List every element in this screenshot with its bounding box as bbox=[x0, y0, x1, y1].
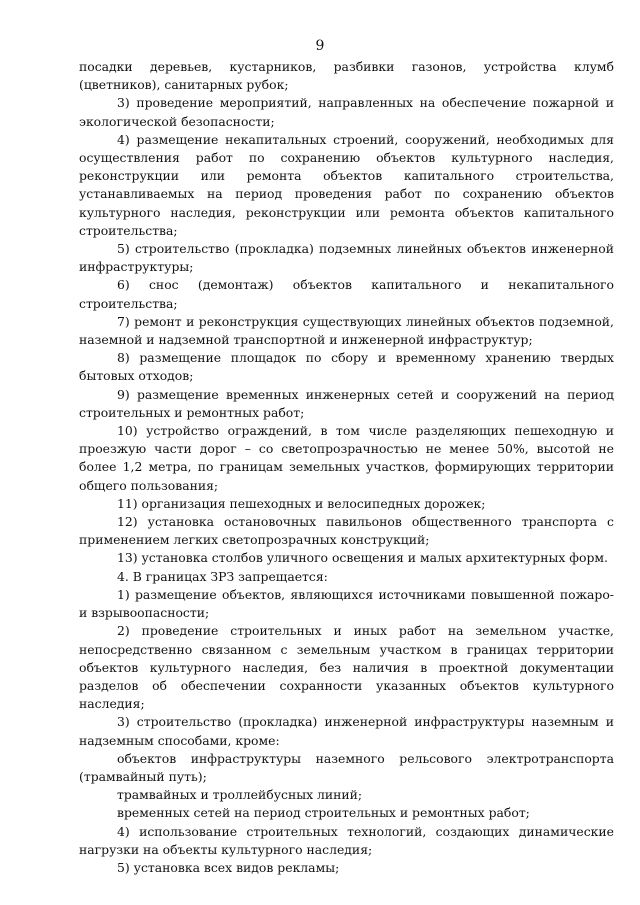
paragraph: 9) размещение временных инженерных сетей и сооружений на период строительных и ремонтных работ; bbox=[79, 386, 614, 420]
paragraph: 13) установка столбов уличного освещения и малых архитектурных форм. bbox=[117, 550, 608, 566]
paragraph: 4) размещение некапитальных строений, сооружений, необходимых для осуществления работ по сохранению объектов культурного наследия, реконструкции или ремонта объектов капитального строительства, устанавливаемых на период проведения работ по сохранению объектов культурного наследия, реконструкции или ремонта объектов капитального строительства; bbox=[79, 131, 614, 238]
paragraph: объектов инфраструктуры наземного рельсового электротранспорта (трамвайный путь); bbox=[79, 750, 614, 784]
paragraph: 2) проведение строительных и иных работ на земельном участке, непосредственно связанном с земельным участком в границах территории объектов культурного наследия, без наличия в проектной документации разделов об обеспечении сохранности указанных объектов культурного наследия; bbox=[79, 623, 614, 712]
paragraph: 6) снос (демонтаж) объектов капитального и некапитального строительства; bbox=[79, 277, 614, 311]
paragraph: 10) устройство ограждений, в том числе разделяющих пешеходную и проезжую части дорог – со светопрозрачностью не менее 50%, высотой не более 1,2 метра, по границам земельных участков, формирующих территории общего пользования; bbox=[79, 423, 614, 493]
paragraph: трамвайных и троллейбусных линий; bbox=[117, 787, 363, 803]
paragraph: 7) ремонт и реконструкция существующих линейных объектов подземной, наземной и надземной транспортной и инженерной инфраструктур; bbox=[79, 313, 614, 348]
paragraph: временных сетей на период строительных и ремонтных работ; bbox=[117, 805, 530, 821]
paragraph: 5) установка всех видов рекламы; bbox=[117, 859, 340, 875]
paragraph: 1) размещение объектов, являющихся источниками повышенной пожаро- и взрывоопасности; bbox=[79, 586, 614, 621]
paragraph: 3) строительство (прокладка) инженерной инфраструктуры наземным и надземным способами, кроме: bbox=[79, 714, 614, 748]
paragraph: 11) организация пешеходных и велосипедных дорожек; bbox=[117, 495, 486, 511]
body-text bbox=[79, 58, 614, 877]
paragraph: 4. В границах ЗРЗ запрещается: bbox=[117, 568, 328, 584]
paragraph: посадки деревьев, кустарников, разбивки газонов, устройства клумб (цветников), санитарных рубок; bbox=[79, 59, 614, 93]
paragraph: 5) строительство (прокладка) подземных линейных объектов инженерной инфраструктуры; bbox=[79, 241, 614, 275]
paragraph: 8) размещение площадок по сбору и временному хранению твердых бытовых отходов; bbox=[79, 350, 614, 384]
page-number: 9 bbox=[315, 38, 325, 54]
paragraph: 12) установка остановочных павильонов общественного транспорта с применением легких светопрозрачных конструкций; bbox=[79, 514, 614, 548]
paragraph: 3) проведение мероприятий, направленных на обеспечение пожарной и экологической безопасности; bbox=[79, 95, 614, 129]
paragraph: 4) использование строительных технологий, создающих динамические нагрузки на объекты культурного наследия; bbox=[79, 823, 614, 857]
